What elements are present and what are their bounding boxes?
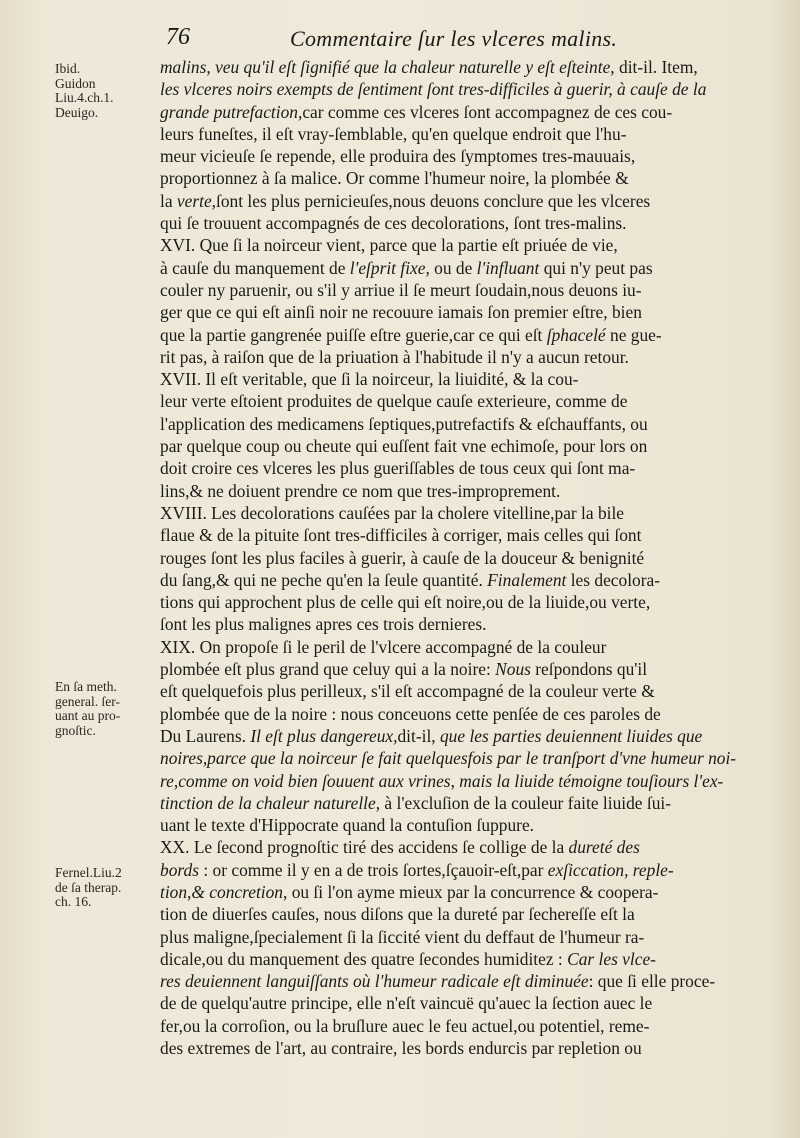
italic-text: Finalement xyxy=(487,569,567,590)
roman-text: XVIII. Les decolorations cauſées par la cholere vitelline,par la bile xyxy=(160,502,625,523)
roman-text: leurs funeſtes, il eſt vray-ſemblable, qu'en quelque endroit que l'hu- xyxy=(160,123,627,144)
text-line xyxy=(160,992,768,1014)
text-line xyxy=(160,145,768,167)
italic-text: l'eſprit fixe, xyxy=(349,257,430,278)
text-line xyxy=(160,1037,768,1059)
italic-text: Nous xyxy=(495,659,531,680)
text-line xyxy=(160,814,768,836)
text-line xyxy=(160,725,768,747)
italic-text: tinction de la chaleur naturelle xyxy=(160,792,376,813)
running-title: Commentaire ſur les vlceres malins. xyxy=(290,26,618,51)
roman-text: les decolora- xyxy=(566,569,661,590)
text-line xyxy=(160,234,768,256)
italic-text: mais la liuide témoigne touſiours l'ex- xyxy=(459,770,724,791)
roman-text: plus maligne,ſpecialement ſi la ſiccité vient du deffaut de l'humeur ra- xyxy=(160,926,645,947)
roman-text: leur verte eſtoient produites de quelque cauſe exterieure, comme de xyxy=(160,391,628,412)
roman-text: , à l'excluſion de la couleur faite liuide ſui- xyxy=(375,792,672,813)
text-line xyxy=(160,903,768,925)
text-line xyxy=(160,324,768,346)
roman-text: reſpondons qu'il xyxy=(530,659,648,680)
text-line xyxy=(160,859,768,881)
text-line xyxy=(160,480,768,502)
text-line xyxy=(160,167,768,189)
roman-text: tion de diuerſes cauſes, nous diſons que la dureté par ſechereſſe eſt la xyxy=(160,904,635,925)
roman-text: fer,ou la corroſion, ou la bruſlure auec le feu actuel,ou potentiel, reme- xyxy=(160,1015,650,1036)
roman-text: , xyxy=(450,770,460,791)
roman-text: plombée eſt plus grand que celuy qui a la noire: xyxy=(160,659,496,680)
roman-text: l'application des medicamens ſeptiques,putrefactifs & eſchauffants, ou xyxy=(160,413,648,434)
roman-text: XIX. On propoſe ſi le peril de l'vlcere accompagné de la couleur xyxy=(160,636,607,657)
margin-note-line: de ſa therap. xyxy=(55,879,122,895)
text-line xyxy=(160,569,768,591)
roman-text: de de quelqu'autre principe, elle n'eſt vaincuë qu'auec la ſection auec le xyxy=(160,993,653,1014)
italic-text: exſiccation, reple- xyxy=(547,859,674,880)
roman-text: dit-il, xyxy=(397,725,440,746)
text-line xyxy=(160,435,768,457)
roman-text: : or comme il y en a de trois ſortes,ſçauoir-eſt,par xyxy=(198,859,548,880)
text-line xyxy=(160,257,768,279)
roman-text: par quelque coup ou cheute qui euſſent fait vne echimoſe, pour lors on xyxy=(160,436,648,457)
roman-text: tions qui approchent plus de celle qui eſt noire,ou de la liuide,ou verte, xyxy=(160,592,651,613)
text-line xyxy=(160,680,768,702)
margin-note-line: ch. 16. xyxy=(55,894,92,909)
margin-note-line: Deuigo. xyxy=(55,104,99,120)
margin-note-ibid xyxy=(55,62,155,120)
roman-text: rit pas, à raiſon que de la priuation à l'habitude il n'y a aucun retour. xyxy=(160,346,629,367)
text-line xyxy=(160,502,768,524)
margin-note-fernel xyxy=(55,866,155,910)
roman-text: la xyxy=(160,190,177,211)
text-line xyxy=(160,836,768,858)
italic-text: l'influant xyxy=(476,257,540,278)
text-line xyxy=(160,390,768,412)
italic-text: noires,parce que la noirceur ſe fait quelquesfois par le tranſport d'vne humeur noi- xyxy=(160,748,737,769)
body-text xyxy=(160,56,768,1059)
roman-text: proportionnez à ſa malice. Or comme l'humeur noire, la plombée & xyxy=(160,168,629,189)
roman-text: lins,& ne doiuent prendre ce nom que tres-improprement. xyxy=(160,480,561,501)
margin-note-line: Guidon xyxy=(55,75,96,91)
italic-text: malins, veu qu'il eſt ſignifié que la chaleur naturelle y eſt eſteinte xyxy=(160,57,611,77)
text-line xyxy=(160,747,768,769)
roman-text: rouges ſont les plus faciles à guerir, à cauſe de la douceur & benignité xyxy=(160,547,645,568)
text-line xyxy=(160,78,768,100)
roman-text: doit croire ces vlceres les plus gueriſſables de tous ceux qui ſont ma- xyxy=(160,458,636,479)
italic-text: res deuiennent languiſſants où l'humeur radicale eſt diminuée xyxy=(160,971,589,992)
roman-text: XVI. Que ſi la noirceur vient, parce que la partie eſt priuée de vie, xyxy=(160,235,618,256)
roman-text: eſt quelquefois plus perilleux, s'il eſt accompagné de la couleur verte & xyxy=(160,681,655,702)
roman-text: plombée que de la noire : nous conceuons cette penſée de ces paroles de xyxy=(160,703,661,724)
roman-text: dicale,ou du manquement des quatre ſecondes humiditez : xyxy=(160,948,568,969)
text-line xyxy=(160,792,768,814)
text-line xyxy=(160,56,768,78)
italic-text: verte, xyxy=(176,190,217,211)
roman-text: qui ſe trouuent accompagnés de ces decolorations, ſont tres-malins. xyxy=(160,213,627,234)
text-line xyxy=(160,524,768,546)
margin-note-line: gnoſtic. xyxy=(55,722,96,738)
text-line xyxy=(160,547,768,569)
page-number: 76 xyxy=(166,24,190,50)
text-line xyxy=(160,190,768,212)
page-header xyxy=(160,24,780,52)
text-line xyxy=(160,613,768,635)
roman-text: uant le texte d'Hippocrate quand la contuſion ſuppure. xyxy=(160,815,535,836)
text-line xyxy=(160,770,768,792)
margin-note-methode xyxy=(55,680,155,738)
roman-text: ou de xyxy=(429,257,477,278)
roman-text: du ſang,& qui ne peche qu'en la ſeule quantité. xyxy=(160,569,488,590)
text-line xyxy=(160,881,768,903)
text-line xyxy=(160,346,768,368)
italic-text: les vlceres noirs exempts de ſentiment ſont tres-difficiles à guerir, à cauſe de la xyxy=(160,79,707,100)
text-line xyxy=(160,948,768,970)
text-line xyxy=(160,413,768,435)
roman-text: à cauſe du manquement de xyxy=(160,257,350,278)
roman-text: XX. Le ſecond prognoſtic tiré des accidens ſe collige de la xyxy=(160,837,569,858)
text-line xyxy=(160,636,768,658)
text-line xyxy=(160,1015,768,1037)
text-line xyxy=(160,101,768,123)
margin-note-line: Liu.4.ch.1. xyxy=(55,90,114,105)
text-line xyxy=(160,279,768,301)
roman-text: couler ny paruenir, ou s'il y arriue il ſe meurt ſoudain,nous deuons iu- xyxy=(160,279,642,300)
margin-note-line: uant au pro- xyxy=(55,708,121,723)
italic-text: bords xyxy=(160,859,199,880)
roman-text: que la partie gangrenée puiſſe eſtre guerie,car ce qui eſt xyxy=(160,324,547,345)
italic-text: re,comme on void bien ſouuent aux vrines xyxy=(160,770,451,791)
margin-note-line: Fernel.Liu.2 xyxy=(55,865,122,880)
italic-text: dureté des xyxy=(568,837,640,858)
text-line xyxy=(160,926,768,948)
italic-text: tion,& concretion xyxy=(160,881,283,902)
roman-text: flaue & de la pituite ſont tres-difficiles à corriger, mais celles qui ſont xyxy=(160,525,642,546)
text-line xyxy=(160,591,768,613)
text-line xyxy=(160,970,768,992)
italic-text: Il eſt plus dangereux, xyxy=(250,725,398,746)
italic-text: grande putrefaction, xyxy=(160,101,303,122)
italic-text: ſphacelé xyxy=(546,324,606,345)
roman-text: qui n'y peut pas xyxy=(539,257,653,278)
italic-text: que les parties deuiennent liuides que xyxy=(439,725,703,746)
text-line xyxy=(160,212,768,234)
roman-text: , ou ſi l'on ayme mieux par la concurrence & coopera- xyxy=(283,881,659,902)
text-line xyxy=(160,123,768,145)
italic-text: Car les vlce- xyxy=(567,948,656,969)
roman-text: car comme ces vlceres ſont accompagnez de ces cou- xyxy=(302,101,673,122)
roman-text: ſont les plus pernicieuſes,nous deuons conclure que les vlceres xyxy=(216,190,651,211)
roman-text: ſont les plus malignes apres ces trois dernieres. xyxy=(160,614,487,635)
margin-note-line: Ibid. xyxy=(55,61,81,76)
roman-text: Du Laurens. xyxy=(160,725,251,746)
roman-text: des extremes de l'art, au contraire, les bords endurcis par repletion ou xyxy=(160,1038,642,1059)
roman-text: XVII. Il eſt veritable, que ſi la noirceur, la liuidité, & la cou- xyxy=(160,369,579,390)
roman-text: meur vicieuſe ſe repende, elle produira des ſymptomes tres-mauuais, xyxy=(160,146,636,167)
roman-text: : que ſi elle proce- xyxy=(588,971,716,992)
roman-text: ne gue- xyxy=(605,324,662,345)
text-line xyxy=(160,658,768,680)
text-line xyxy=(160,457,768,479)
margin-note-line: En ſa meth. xyxy=(55,679,117,694)
margin-note-line: general. ſer- xyxy=(55,693,120,709)
text-line xyxy=(160,703,768,725)
roman-text: ger que ce qui eſt ainſi noir ne recouure iamais ſon premier eſtre, bien xyxy=(160,302,642,323)
roman-text: , dit-il. Item, xyxy=(610,57,698,77)
text-line xyxy=(160,368,768,390)
text-line xyxy=(160,301,768,323)
